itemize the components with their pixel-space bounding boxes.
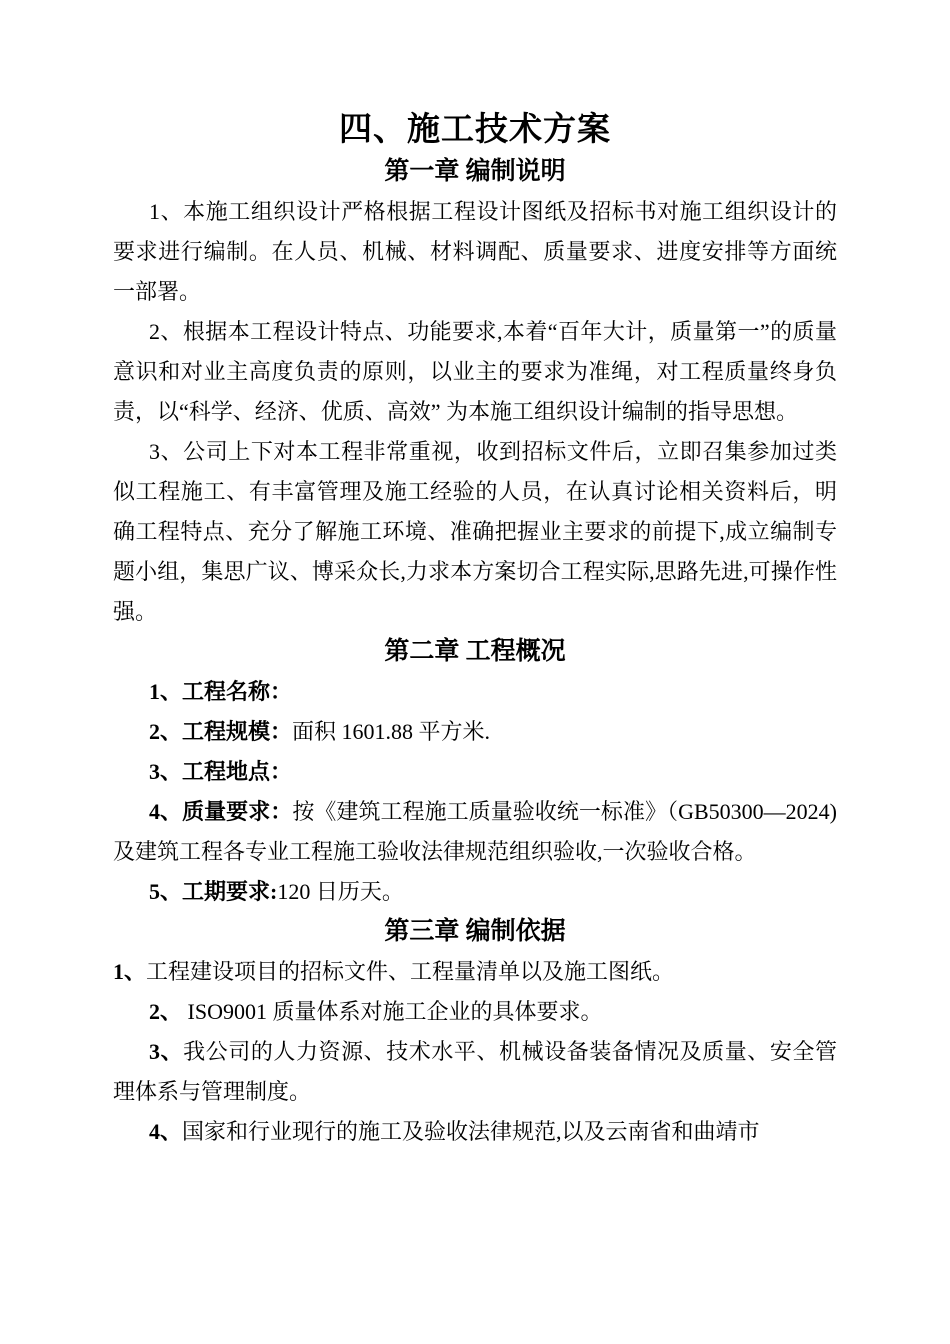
basis-item-4 bbox=[113, 1112, 837, 1152]
chapter-1-paragraph-1: 1、本施工组织设计严格根据工程设计图纸及招标书对施工组织设计的要求进行编制。在人员、机械、材料调配、质量要求、进度安排等方面统一部署。 bbox=[113, 199, 837, 304]
document-title: 四、施工技术方案 bbox=[339, 112, 611, 148]
quality-requirement-label: 4、质量要求： bbox=[149, 799, 293, 824]
schedule-requirement-value: 120 日历天。 bbox=[277, 879, 404, 904]
basis-item-4-number: 4、 bbox=[149, 1119, 183, 1144]
project-name-item bbox=[113, 672, 837, 712]
chapter-2-heading: 第二章 工程概况 bbox=[384, 638, 566, 665]
project-scale-label: 2、工程规模： bbox=[149, 719, 293, 744]
basis-item-1 bbox=[113, 952, 837, 992]
schedule-requirement-label: 5、工期要求: bbox=[149, 879, 278, 904]
quality-requirement-item bbox=[113, 792, 837, 872]
basis-item-1-text: 工程建设项目的招标文件、工程量清单以及施工图纸。 bbox=[146, 959, 675, 984]
project-location-item bbox=[113, 752, 837, 792]
basis-item-2-text: ISO9001 质量体系对施工企业的具体要求。 bbox=[182, 999, 603, 1024]
project-location-label: 3、工程地点： bbox=[149, 759, 293, 784]
chapter-1-paragraph-2: 2、根据本工程设计特点、功能要求,本着“百年大计，质量第一”的质量意识和对业主高度负责的原则，以业主的要求为准绳，对工程质量终身负责，以“科学、经济、优质、高效” 为本施工组织设计编制的指导思想。 bbox=[113, 319, 837, 424]
chapter-1-paragraph-3: 3、公司上下对本工程非常重视，收到招标文件后，立即召集参加过类似工程施工、有丰富管理及施工经验的人员，在认真讨论相关资料后，明确工程特点、充分了解施工环境、准确把握业主要求的前提下,成立编制专题小组，集思广议、博采众长,力求本方案切合工程实际,思路先进,可操作性强。 bbox=[113, 439, 837, 624]
basis-item-4-text: 国家和行业现行的施工及验收法律规范,以及云南省和曲靖市 bbox=[182, 1119, 760, 1144]
project-name-label: 1、工程名称： bbox=[149, 679, 293, 704]
chapter-1-heading: 第一章 编制说明 bbox=[384, 158, 566, 185]
basis-item-3 bbox=[113, 1032, 837, 1112]
document-page bbox=[113, 108, 837, 1152]
basis-item-3-text: 我公司的人力资源、技术水平、机械设备装备情况及质量、安全管理体系与管理制度。 bbox=[113, 1039, 837, 1104]
schedule-requirement-item bbox=[113, 872, 837, 912]
chapter-3-heading: 第三章 编制依据 bbox=[384, 918, 566, 945]
basis-item-2-number: 2、 bbox=[149, 999, 183, 1024]
project-scale-value: 面积 1601.88 平方米. bbox=[292, 719, 491, 744]
quality-requirement-value: 按《建筑工程施工质量验收统一标准》（GB50300—2024)及建筑工程各专业工程施工验收法律规范组织验收,一次验收合格。 bbox=[113, 799, 837, 864]
project-scale-item bbox=[113, 712, 837, 752]
basis-item-2 bbox=[113, 992, 837, 1032]
basis-item-1-number: 1、 bbox=[113, 959, 147, 984]
basis-item-3-number: 3、 bbox=[149, 1039, 184, 1064]
